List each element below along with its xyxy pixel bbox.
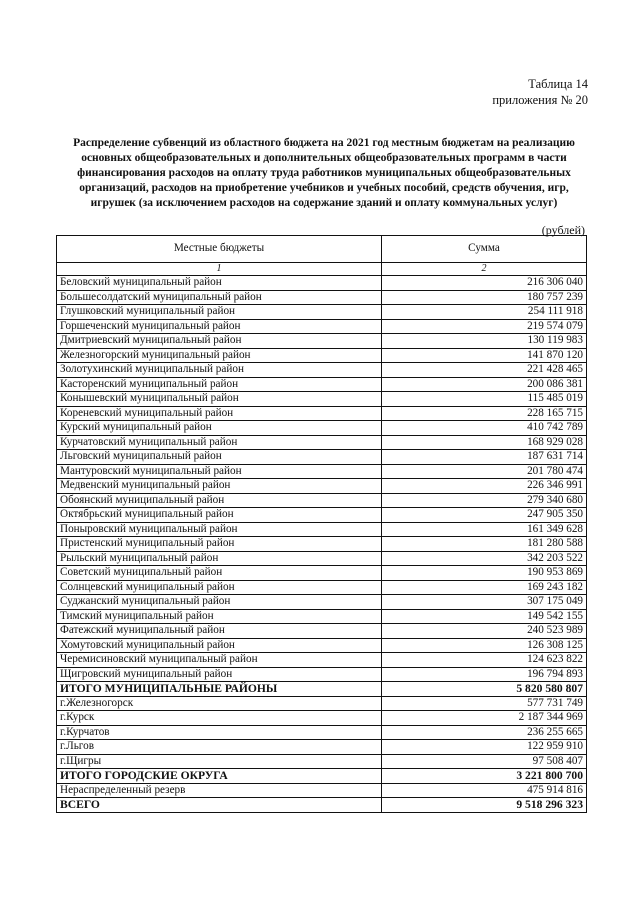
document-title: Распределение субвенций из областного бюджета на 2021 год местным бюджетам на реализацию основных общеобразовательных и дополнительных общеобразовательных программ в части финансирования расходов на оплату труда работников муниципальных общеобразовательных организаций, расходов на приобретение учебников и учебных пособий, средств обучения, игр, игрушек (за исключением расходов на содержание зданий и оплату коммунальных услуг)	[73, 137, 575, 209]
sum-cell: 97 508 407	[382, 754, 587, 769]
sum-cell: 254 111 918	[382, 305, 587, 320]
budget-name-cell: Черемисиновский муниципальный район	[57, 653, 382, 668]
sum-cell: 279 340 680	[382, 493, 587, 508]
table-row	[57, 464, 587, 479]
budget-name-cell: г.Железногорск	[57, 696, 382, 711]
table-row	[57, 377, 587, 392]
budget-name-cell: Фатежский муниципальный район	[57, 624, 382, 639]
budget-name-cell: Солнцевский муниципальный район	[57, 580, 382, 595]
table-row	[57, 290, 587, 305]
sum-cell: 9 518 296 323	[382, 798, 587, 813]
sum-cell: 169 243 182	[382, 580, 587, 595]
table-row	[57, 493, 587, 508]
budget-name-cell: Кореневский муниципальный район	[57, 406, 382, 421]
table-row	[57, 537, 587, 552]
budget-name-cell: Медвенский муниципальный район	[57, 479, 382, 494]
table-row	[57, 319, 587, 334]
sum-cell: 5 820 580 807	[382, 682, 587, 697]
budget-name-cell: Большесолдатский муниципальный район	[57, 290, 382, 305]
table-number: Таблица 14	[528, 77, 588, 91]
sum-cell: 141 870 120	[382, 348, 587, 363]
sum-cell: 307 175 049	[382, 595, 587, 610]
sum-cell: 196 794 893	[382, 667, 587, 682]
sum-cell: 577 731 749	[382, 696, 587, 711]
table-row	[57, 725, 587, 740]
budget-name-cell: г.Щигры	[57, 754, 382, 769]
column-number-1: 1	[57, 263, 382, 276]
budget-table	[56, 235, 587, 813]
table-row	[57, 392, 587, 407]
table-row	[57, 348, 587, 363]
budget-name-cell: Суджанский муниципальный район	[57, 595, 382, 610]
table-row	[57, 305, 587, 320]
budget-name-cell: Касторенский муниципальный район	[57, 377, 382, 392]
budget-name-cell: Щигровский муниципальный район	[57, 667, 382, 682]
table-row	[57, 566, 587, 581]
table-row	[57, 711, 587, 726]
budget-name-cell: г.Льгов	[57, 740, 382, 755]
budget-name-cell: Дмитриевский муниципальный район	[57, 334, 382, 349]
table-header-row	[57, 236, 587, 263]
sum-cell: 236 255 665	[382, 725, 587, 740]
budget-name-cell: Горшеченский муниципальный район	[57, 319, 382, 334]
sum-cell: 130 119 983	[382, 334, 587, 349]
table-row	[57, 363, 587, 378]
appendix-number: приложения № 20	[492, 93, 588, 107]
sum-cell: 201 780 474	[382, 464, 587, 479]
column-header-sum: Сумма	[382, 236, 587, 263]
budget-name-cell: ИТОГО МУНИЦИПАЛЬНЫЕ РАЙОНЫ	[57, 682, 382, 697]
table-row	[57, 435, 587, 450]
table-row	[57, 653, 587, 668]
budget-name-cell: Тимский муниципальный район	[57, 609, 382, 624]
budget-name-cell: Золотухинский муниципальный район	[57, 363, 382, 378]
sum-cell: 168 929 028	[382, 435, 587, 450]
table-row	[57, 798, 587, 813]
budget-name-cell: Обоянский муниципальный район	[57, 493, 382, 508]
sum-cell: 149 542 155	[382, 609, 587, 624]
budget-name-cell: ИТОГО ГОРОДСКИЕ ОКРУГА	[57, 769, 382, 784]
table-row	[57, 276, 587, 291]
budget-name-cell: Нераспределенный резерв	[57, 783, 382, 798]
sum-cell: 247 905 350	[382, 508, 587, 523]
budget-name-cell: Хомутовский муниципальный район	[57, 638, 382, 653]
budget-name-cell: Рыльский муниципальный район	[57, 551, 382, 566]
sum-cell: 240 523 989	[382, 624, 587, 639]
sum-cell: 219 574 079	[382, 319, 587, 334]
sum-cell: 122 959 910	[382, 740, 587, 755]
table-row	[57, 740, 587, 755]
budget-name-cell: Пристенский муниципальный район	[57, 537, 382, 552]
table-row	[57, 667, 587, 682]
table-row	[57, 551, 587, 566]
table-row	[57, 609, 587, 624]
sum-cell: 228 165 715	[382, 406, 587, 421]
column-header-budgets: Местные бюджеты	[57, 236, 382, 263]
budget-name-cell: Железногорский муниципальный район	[57, 348, 382, 363]
budget-name-cell: Конышевский муниципальный район	[57, 392, 382, 407]
table-row	[57, 696, 587, 711]
budget-name-cell: ВСЕГО	[57, 798, 382, 813]
table-row	[57, 624, 587, 639]
sum-cell: 216 306 040	[382, 276, 587, 291]
table-row	[57, 334, 587, 349]
sum-cell: 410 742 789	[382, 421, 587, 436]
table-row	[57, 450, 587, 465]
sum-cell: 2 187 344 969	[382, 711, 587, 726]
table-row	[57, 580, 587, 595]
column-number-row	[57, 263, 587, 276]
budget-name-cell: Льговский муниципальный район	[57, 450, 382, 465]
sum-cell: 187 631 714	[382, 450, 587, 465]
budget-name-cell: Глушковский муниципальный район	[57, 305, 382, 320]
budget-name-cell: Октябрьский муниципальный район	[57, 508, 382, 523]
sum-cell: 226 346 991	[382, 479, 587, 494]
budget-name-cell: г.Курск	[57, 711, 382, 726]
budget-name-cell: Курчатовский муниципальный район	[57, 435, 382, 450]
units-label: (рублей)	[541, 223, 585, 237]
table-body	[57, 276, 587, 813]
table-row	[57, 783, 587, 798]
sum-cell: 124 623 822	[382, 653, 587, 668]
sum-cell: 342 203 522	[382, 551, 587, 566]
budget-name-cell: Беловский муниципальный район	[57, 276, 382, 291]
table-row	[57, 479, 587, 494]
budget-name-cell: Курский муниципальный район	[57, 421, 382, 436]
sum-cell: 475 914 816	[382, 783, 587, 798]
sum-cell: 3 221 800 700	[382, 769, 587, 784]
budget-name-cell: Мантуровский муниципальный район	[57, 464, 382, 479]
table-row	[57, 754, 587, 769]
table-reference	[492, 76, 588, 108]
sum-cell: 180 757 239	[382, 290, 587, 305]
table-row	[57, 406, 587, 421]
sum-cell: 115 485 019	[382, 392, 587, 407]
sum-cell: 181 280 588	[382, 537, 587, 552]
sum-cell: 126 308 125	[382, 638, 587, 653]
column-number-2: 2	[382, 263, 587, 276]
table-row	[57, 638, 587, 653]
table-row	[57, 769, 587, 784]
budget-name-cell: г.Курчатов	[57, 725, 382, 740]
budget-name-cell: Советский муниципальный район	[57, 566, 382, 581]
table-row	[57, 508, 587, 523]
sum-cell: 190 953 869	[382, 566, 587, 581]
sum-cell: 200 086 381	[382, 377, 587, 392]
budget-name-cell: Поныровский муниципальный район	[57, 522, 382, 537]
table-row	[57, 595, 587, 610]
table-row	[57, 682, 587, 697]
sum-cell: 221 428 465	[382, 363, 587, 378]
table-row	[57, 522, 587, 537]
table-row	[57, 421, 587, 436]
sum-cell: 161 349 628	[382, 522, 587, 537]
